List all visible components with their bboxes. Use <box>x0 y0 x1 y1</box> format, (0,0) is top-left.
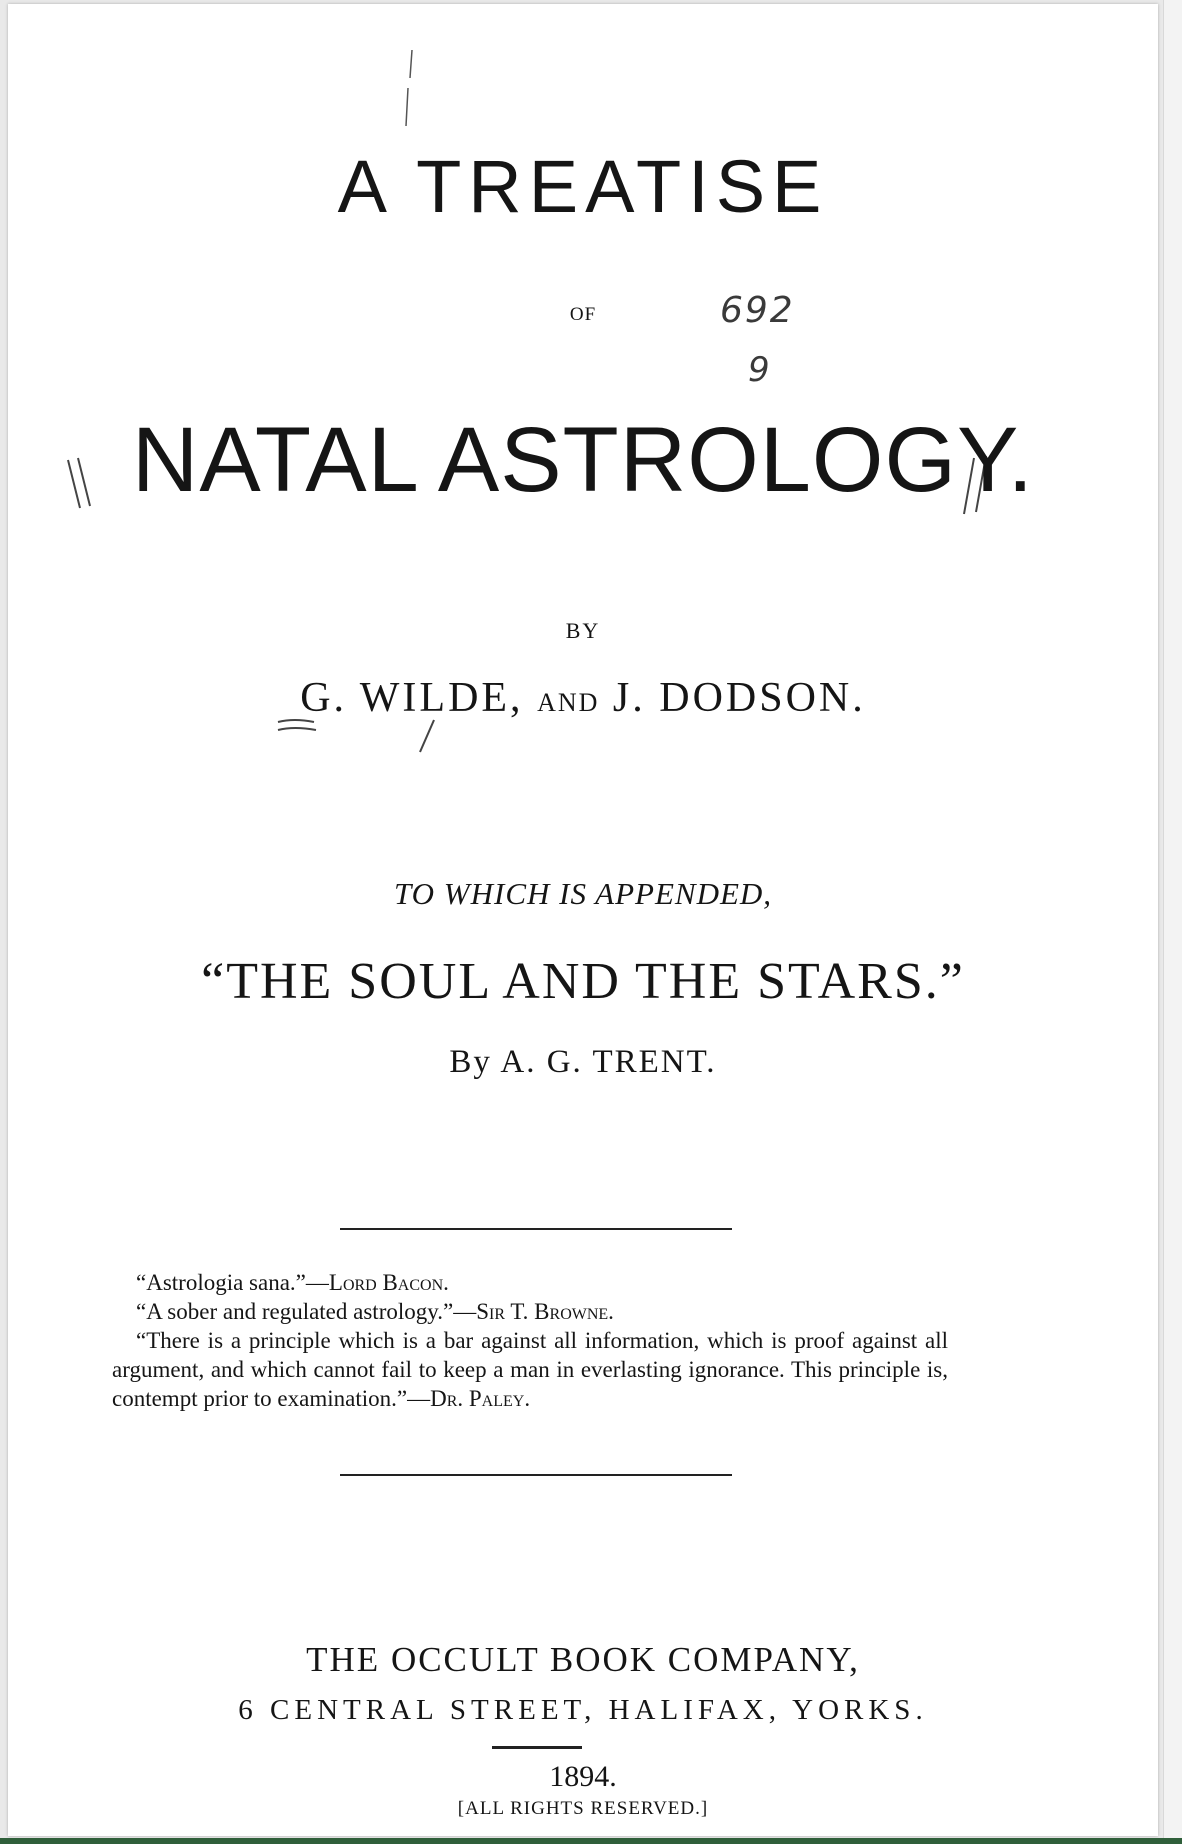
pencil-underline <box>274 716 444 756</box>
title-of: OF <box>569 304 597 325</box>
title-line-2: NATAL ASTROLOGY. <box>131 409 1035 511</box>
epigraph-block <box>112 1268 948 1413</box>
publication-year: 1894. <box>549 1760 617 1793</box>
epigraph-quote: “A sober and regulated astrology.”—Sir T. Browne. <box>136 1299 614 1324</box>
by-label: BY <box>565 618 601 643</box>
author-1: G. WILDE, <box>300 675 524 721</box>
appendix-byline <box>8 1044 1158 1081</box>
and-label: AND <box>537 688 600 717</box>
rights-notice: [ALL RIGHTS RESERVED.] <box>457 1798 709 1819</box>
viewer-bottom-bar <box>0 1838 1182 1844</box>
appendix-author: A. G. TRENT. <box>500 1044 717 1080</box>
title-line-1: A TREATISE <box>337 145 829 228</box>
epigraph-quote: “Astrologia sana.”—Lord Bacon. <box>136 1270 449 1295</box>
publisher-address: 6 CENTRAL STREET, HALIFAX, YORKS. <box>238 1694 928 1726</box>
pencil-mark <box>400 48 420 128</box>
author-2: J. DODSON. <box>612 675 866 721</box>
handwritten-shelf-number: 692 <box>720 290 795 331</box>
appendix-by-label: By <box>449 1044 492 1080</box>
authors-line <box>8 674 1158 722</box>
divider-rule-top <box>340 1228 732 1230</box>
handwritten-sub-number: 9 <box>748 350 770 390</box>
divider-rule-bottom <box>340 1474 732 1476</box>
publisher-name: THE OCCULT BOOK COMPANY, <box>306 1640 860 1679</box>
imprint-rule <box>492 1746 582 1749</box>
appendix-title: “THE SOUL AND THE STARS.” <box>201 953 965 1010</box>
epigraph-quote: “There is a principle which is a bar against all information, which is proof against all argument, and which cannot fail to keep a man in everlasting ignorance. This principle is, contempt prior to examination.”—Dr. Paley. <box>112 1328 948 1411</box>
appended-intro: TO WHICH IS APPENDED, <box>393 876 773 911</box>
viewer-scrollbar[interactable] <box>1163 0 1182 1844</box>
document-page <box>8 4 1158 1836</box>
